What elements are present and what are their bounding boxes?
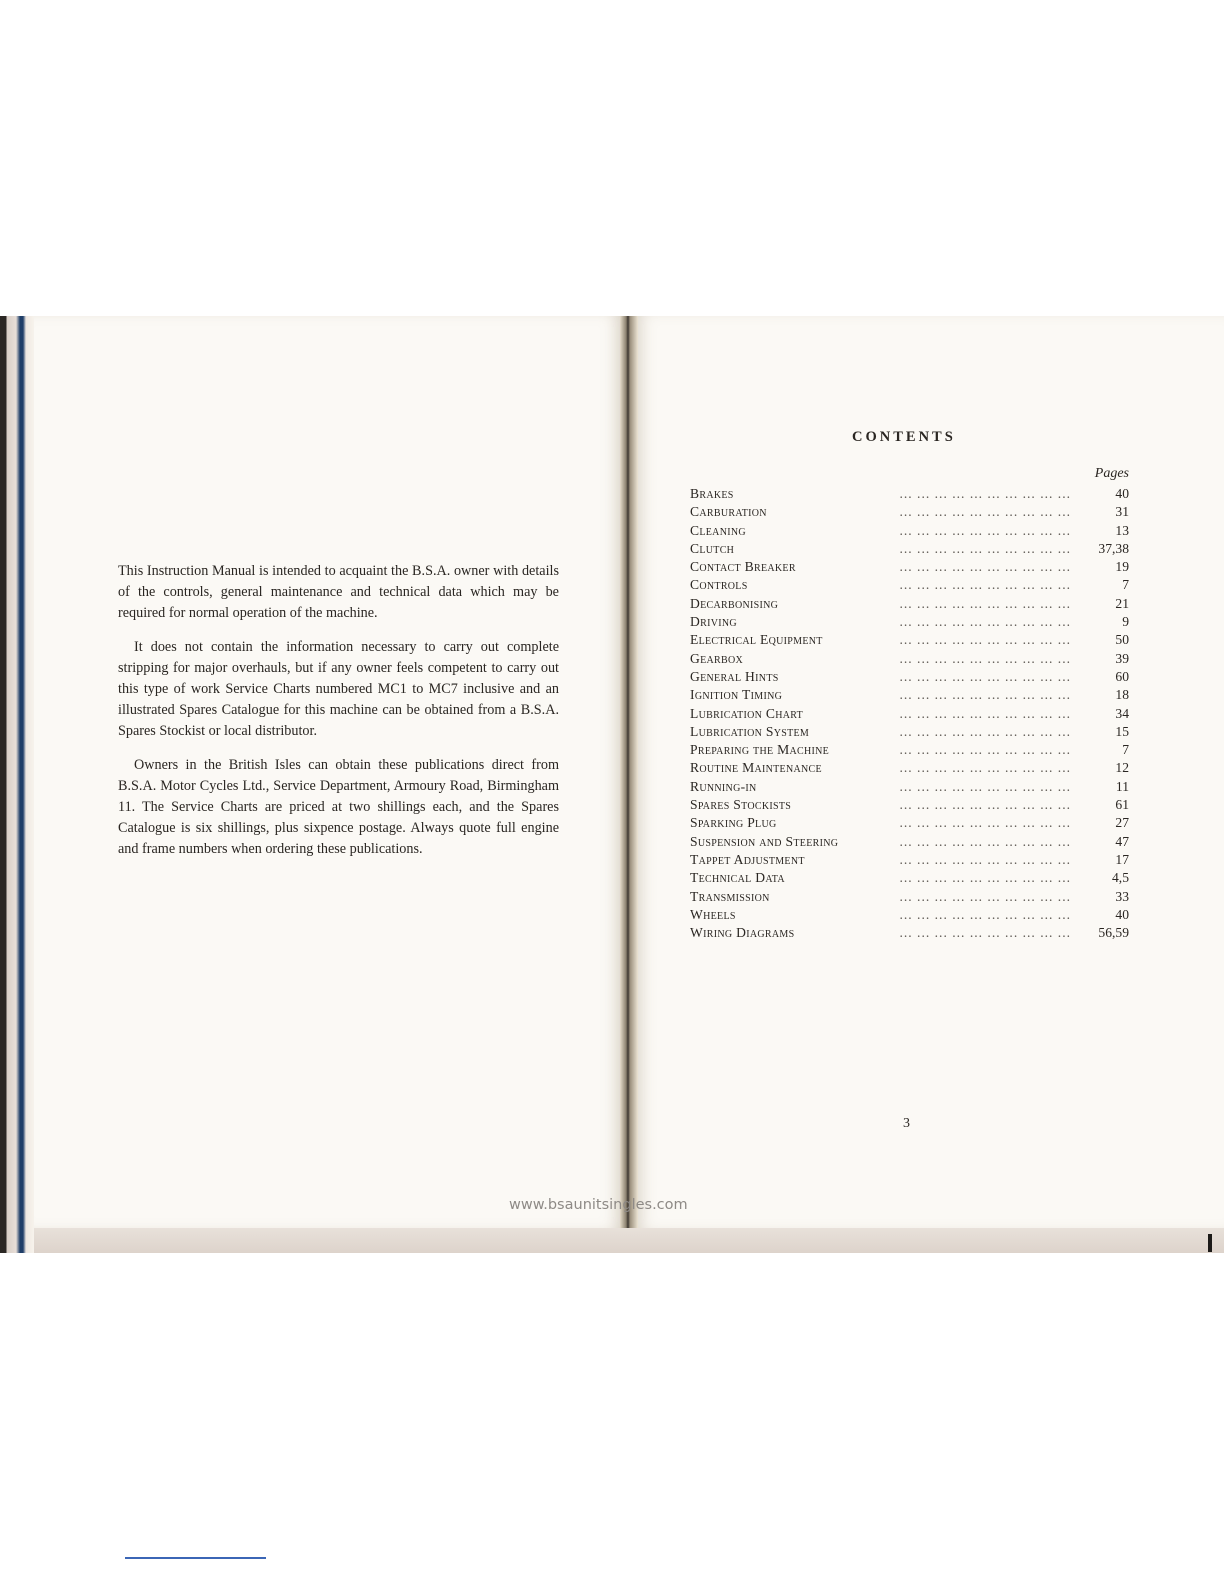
dot-leader: ... ... ... ... ... ... ... ... ... ...: [899, 906, 1071, 922]
dot-leader: ... ... ... ... ... ... ... ... ... ...: [899, 760, 1071, 776]
dot-leader: ... ... ... ... ... ... ... ... ... ...: [899, 797, 1071, 813]
dot-leader: ... ... ... ... ... ... ... ... ... ...: [899, 632, 1071, 648]
contents-entry: [690, 686, 1129, 704]
contents-entry-title: Lubrication Chart: [690, 705, 804, 721]
contents-entry-title: Driving: [690, 614, 737, 630]
contents-entry-page: 50: [1115, 632, 1129, 648]
contents-entry: [690, 723, 1129, 741]
dot-leader: ... ... ... ... ... ... ... ... ... ...: [899, 504, 1071, 520]
contents-entry-title: Sparking Plug: [690, 815, 777, 831]
contents-entry-title: Spares Stockists: [690, 797, 792, 813]
contents-entry-title: Carburation: [690, 504, 767, 520]
contents-entry-title: Technical Data: [690, 870, 785, 886]
contents-entry: [690, 613, 1129, 631]
contents-entry: [690, 650, 1129, 668]
contents-entry-page: 7: [1122, 577, 1129, 593]
contents-entry: [690, 503, 1129, 521]
contents-entry-title: Preparing the Machine: [690, 742, 830, 758]
contents-entry-title: Contact Breaker: [690, 559, 796, 575]
contents-entry-page: 39: [1115, 650, 1129, 666]
contents-entry: [690, 869, 1129, 887]
contents-entry-page: 17: [1115, 851, 1129, 867]
contents-entry: [690, 668, 1129, 686]
dot-leader: ... ... ... ... ... ... ... ... ... ...: [899, 815, 1071, 831]
contents-entry-title: Decarbonising: [690, 595, 779, 611]
contents-entry-page: 4,5: [1112, 870, 1129, 886]
dot-leader: ... ... ... ... ... ... ... ... ... ...: [899, 723, 1071, 739]
contents-entry-title: Lubrication System: [690, 723, 810, 739]
contents-entry-page: 9: [1122, 614, 1129, 630]
contents-entry-page: 11: [1115, 778, 1129, 794]
contents-entry: [690, 540, 1129, 558]
dot-leader: ... ... ... ... ... ... ... ... ... ...: [899, 614, 1071, 630]
dot-leader: ... ... ... ... ... ... ... ... ... ...: [899, 486, 1071, 501]
contents-entry-title: Electrical Equipment: [690, 632, 823, 648]
contents-entry-title: Cleaning: [690, 522, 746, 538]
contents-entry: [690, 906, 1129, 924]
dot-leader: ... ... ... ... ... ... ... ... ... ...: [899, 778, 1071, 794]
intro-text: [118, 561, 559, 873]
contents-entry: [690, 558, 1129, 576]
footer-rule: [125, 1557, 266, 1559]
contents-entry-title: Tappet Adjustment: [690, 851, 805, 867]
dot-leader: ... ... ... ... ... ... ... ... ... ...: [899, 559, 1071, 575]
contents-entry-page: 40: [1115, 906, 1129, 922]
contents-entry-title: Wiring Diagrams: [690, 925, 795, 941]
scan-edge-mark: [1208, 1234, 1212, 1252]
contents-entry-page: 61: [1115, 797, 1129, 813]
contents-entry-title: Running-in: [690, 778, 757, 794]
contents-entry-page: 37,38: [1098, 540, 1129, 556]
contents-title: CONTENTS: [852, 429, 956, 445]
dot-leader: ... ... ... ... ... ... ... ... ... ...: [899, 540, 1071, 556]
contents-entry-title: Gearbox: [690, 650, 744, 666]
contents-entry-page: 12: [1115, 760, 1129, 776]
contents-entry: [690, 576, 1129, 594]
book-gutter: [620, 316, 638, 1253]
contents-entry-page: 31: [1115, 504, 1129, 520]
dot-leader: ... ... ... ... ... ... ... ... ... ...: [899, 668, 1071, 684]
dot-leader: ... ... ... ... ... ... ... ... ... ...: [899, 851, 1071, 867]
contents-entry-page: 40: [1115, 486, 1129, 501]
contents-entry-title: Wheels: [690, 906, 736, 922]
contents-entry: [690, 778, 1129, 796]
page-bottom-edge: [34, 1228, 1224, 1253]
contents-entry-page: 60: [1115, 668, 1129, 684]
intro-paragraph: It does not contain the information necessary to carry out complete stripping for major overhauls, but if any owner feels competent to carry out this type of work Service Charts numbered MC1 to MC7 inclusive and an illustrated Spares Catalogue for this machine can be obtained from a B.S.A. Spares Stockist or local distributor.: [118, 639, 559, 739]
intro-paragraph: This Instruction Manual is intended to acquaint the B.S.A. owner with details of the controls, general maintenance and technical data which may be required for normal operation of the machine.: [118, 563, 559, 621]
contents-entry-page: 13: [1115, 522, 1129, 538]
intro-paragraph: Owners in the British Isles can obtain these publications direct from B.S.A. Motor Cycles Ltd., Service Department, Armoury Road, Birmingham 11. The Service Charts are priced at two shillings each, and the Spares Catalogue is six shillings, plus sixpence postage. Always quote full engine and frame numbers when ordering these publications.: [118, 757, 559, 857]
contents-entry-title: Ignition Timing: [690, 687, 783, 703]
dot-leader: ... ... ... ... ... ... ... ... ... ...: [899, 577, 1071, 593]
contents-entry-page: 34: [1115, 705, 1129, 721]
dot-leader: ... ... ... ... ... ... ... ... ... ...: [899, 705, 1071, 721]
dot-leader: ... ... ... ... ... ... ... ... ... ...: [899, 522, 1071, 538]
dot-leader: ... ... ... ... ... ... ... ... ... ...: [899, 650, 1071, 666]
contents-entry: [690, 485, 1129, 503]
dot-leader: ... ... ... ... ... ... ... ... ... ...: [899, 870, 1071, 886]
dot-leader: ... ... ... ... ... ... ... ... ... ...: [899, 595, 1071, 611]
contents-entry-page: 27: [1115, 815, 1129, 831]
book-cover-edge: [0, 316, 34, 1253]
contents-entry-page: 7: [1122, 742, 1129, 758]
pages-column-heading: Pages: [1094, 466, 1129, 481]
contents-entry-page: 19: [1115, 559, 1129, 575]
contents-entry: [690, 833, 1129, 851]
page-number: 3: [903, 1116, 910, 1131]
contents-entry: [690, 522, 1129, 540]
contents-entry-title: General Hints: [690, 668, 779, 684]
dot-leader: ... ... ... ... ... ... ... ... ... ...: [899, 925, 1071, 941]
contents-entry-page: 15: [1115, 723, 1129, 739]
contents-entry: [690, 796, 1129, 814]
contents-entry-page: 18: [1115, 687, 1129, 703]
contents-entry: [690, 631, 1129, 649]
dot-leader: ... ... ... ... ... ... ... ... ... ...: [899, 888, 1071, 904]
dot-leader: ... ... ... ... ... ... ... ... ... ...: [899, 833, 1071, 849]
contents-entry: [690, 814, 1129, 832]
contents-entry-title: Suspension and Steering: [690, 833, 839, 849]
contents-entry: [690, 888, 1129, 906]
dot-leader: ... ... ... ... ... ... ... ... ... ...: [899, 687, 1071, 703]
contents-entry-page: 47: [1115, 833, 1129, 849]
contents-entry-page: 56,59: [1098, 925, 1129, 941]
contents-entry: [690, 741, 1129, 759]
contents-entry-title: Clutch: [690, 540, 735, 556]
contents-entry: [690, 595, 1129, 613]
contents-entry: [690, 924, 1129, 942]
watermark-url: www.bsaunitsingles.com: [509, 1197, 688, 1213]
contents-entry: [690, 705, 1129, 723]
contents-entry: [690, 759, 1129, 777]
contents-entry-page: 33: [1115, 888, 1129, 904]
contents-entry: [690, 851, 1129, 869]
contents-list: [690, 485, 1129, 942]
contents-entry-title: Routine Maintenance: [690, 760, 822, 776]
dot-leader: ... ... ... ... ... ... ... ... ... ...: [899, 742, 1071, 758]
contents-entry-title: Brakes: [690, 486, 734, 501]
contents-entry-page: 21: [1115, 595, 1129, 611]
contents-entry-title: Transmission: [690, 888, 770, 904]
contents-entry-title: Controls: [690, 577, 748, 593]
